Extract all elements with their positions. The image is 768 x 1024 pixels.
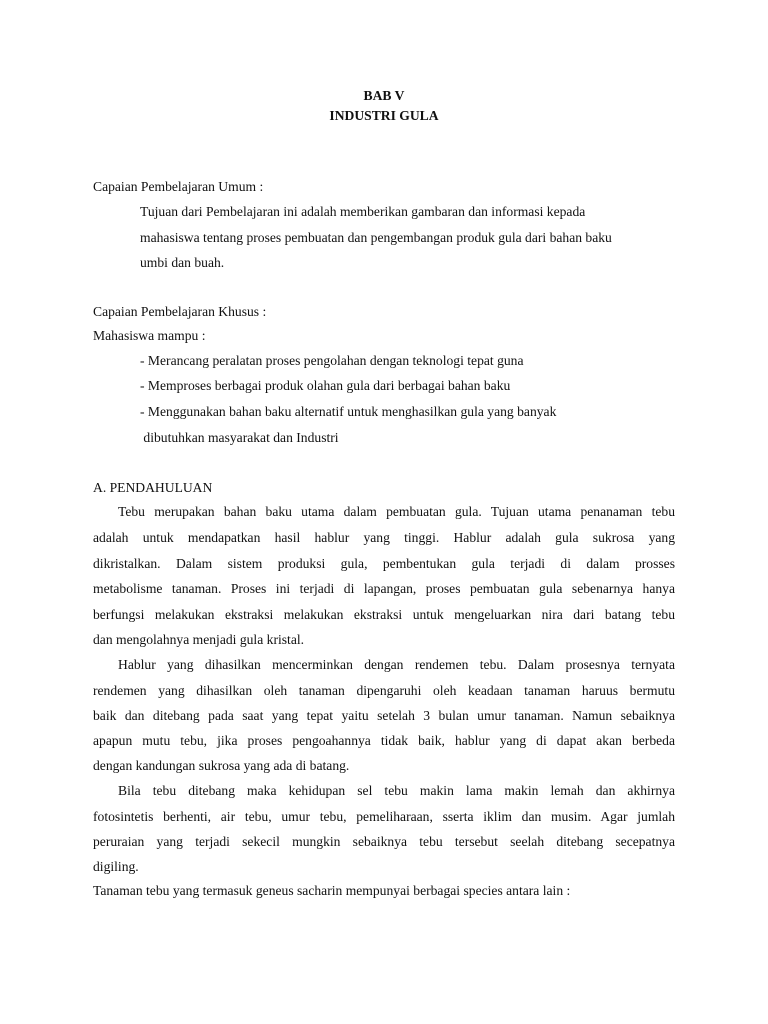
khusus-item: - Menggunakan bahan baku alternatif untuk menghasilkan gula yang banyak xyxy=(140,404,557,419)
paragraph-line: apapun mutu tebu, jika proses pengoahannya tidak baik, hablur yang di dapat akan berbeda xyxy=(93,733,675,748)
paragraph-line: adalah untuk mendapatkan hasil hablur yang tinggi. Hablur adalah gula sukrosa yang xyxy=(93,530,675,545)
paragraph-line: Tebu merupakan bahan baku utama dalam pembuatan gula. Tujuan utama penanaman tebu xyxy=(118,504,675,519)
paragraph-line: Tanaman tebu yang termasuk geneus sacharin mempunyai berbagai species antara lain : xyxy=(93,883,571,898)
umum-line: mahasiswa tentang proses pembuatan dan pengembangan produk gula dari bahan baku xyxy=(140,230,612,245)
khusus-heading: Capaian Pembelajaran Khusus : xyxy=(93,304,267,319)
chapter-number: BAB V xyxy=(363,88,405,103)
umum-line: Tujuan dari Pembelajaran ini adalah memberikan gambaran dan informasi kepada xyxy=(140,204,586,219)
khusus-item: - Merancang peralatan proses pengolahan dengan teknologi tepat guna xyxy=(140,353,524,368)
paragraph-line: dengan kandungan sukrosa yang ada di batang. xyxy=(93,758,350,773)
paragraph-line: dan mengolahnya menjadi gula kristal. xyxy=(93,632,305,647)
mampu-label: Mahasiswa mampu : xyxy=(93,328,206,343)
umum-heading: Capaian Pembelajaran Umum : xyxy=(93,179,264,194)
paragraph-line: peruraian yang terjadi sekecil mungkin sebaiknya tebu tersebut seelah ditebang secepatnya xyxy=(93,834,675,849)
section-heading: A. PENDAHULUAN xyxy=(93,480,213,495)
paragraph-line: berfungsi melakukan ekstraksi melakukan ekstraksi untuk mengeluarkan nira dari batang tebu xyxy=(93,607,675,622)
paragraph-line: digiling. xyxy=(93,859,139,874)
umum-line: umbi dan buah. xyxy=(140,255,225,270)
khusus-item: dibutuhkan masyarakat dan Industri xyxy=(140,430,339,445)
khusus-item: - Memproses berbagai produk olahan gula dari berbagai bahan baku xyxy=(140,378,511,393)
chapter-title: INDUSTRI GULA xyxy=(329,108,439,123)
paragraph-line: dikristalkan. Dalam sistem produksi gula, pembentukan gula terjadi di dalam prosses xyxy=(93,556,675,571)
paragraph-line: baik dan ditebang pada saat yang tepat yaitu setelah 3 bulan umur tanaman. Namun sebaiknya xyxy=(93,708,675,723)
paragraph-line: fotosintetis berhenti, air tebu, umur tebu, pemeliharaan, sserta iklim dan musim. Agar jumlah xyxy=(93,809,675,824)
paragraph-line: metabolisme tanaman. Proses ini terjadi di lapangan, proses pembuatan gula sebenarnya hanya xyxy=(93,581,675,596)
paragraph-line: Hablur yang dihasilkan mencerminkan dengan rendemen tebu. Dalam prosesnya ternyata xyxy=(118,657,675,672)
paragraph-line: Bila tebu ditebang maka kehidupan sel tebu makin lama makin lemah dan akhirnya xyxy=(118,783,675,798)
paragraph-line: rendemen yang dihasilkan oleh tanaman dipengaruhi oleh keadaan tanaman haruus bermutu xyxy=(93,683,675,698)
